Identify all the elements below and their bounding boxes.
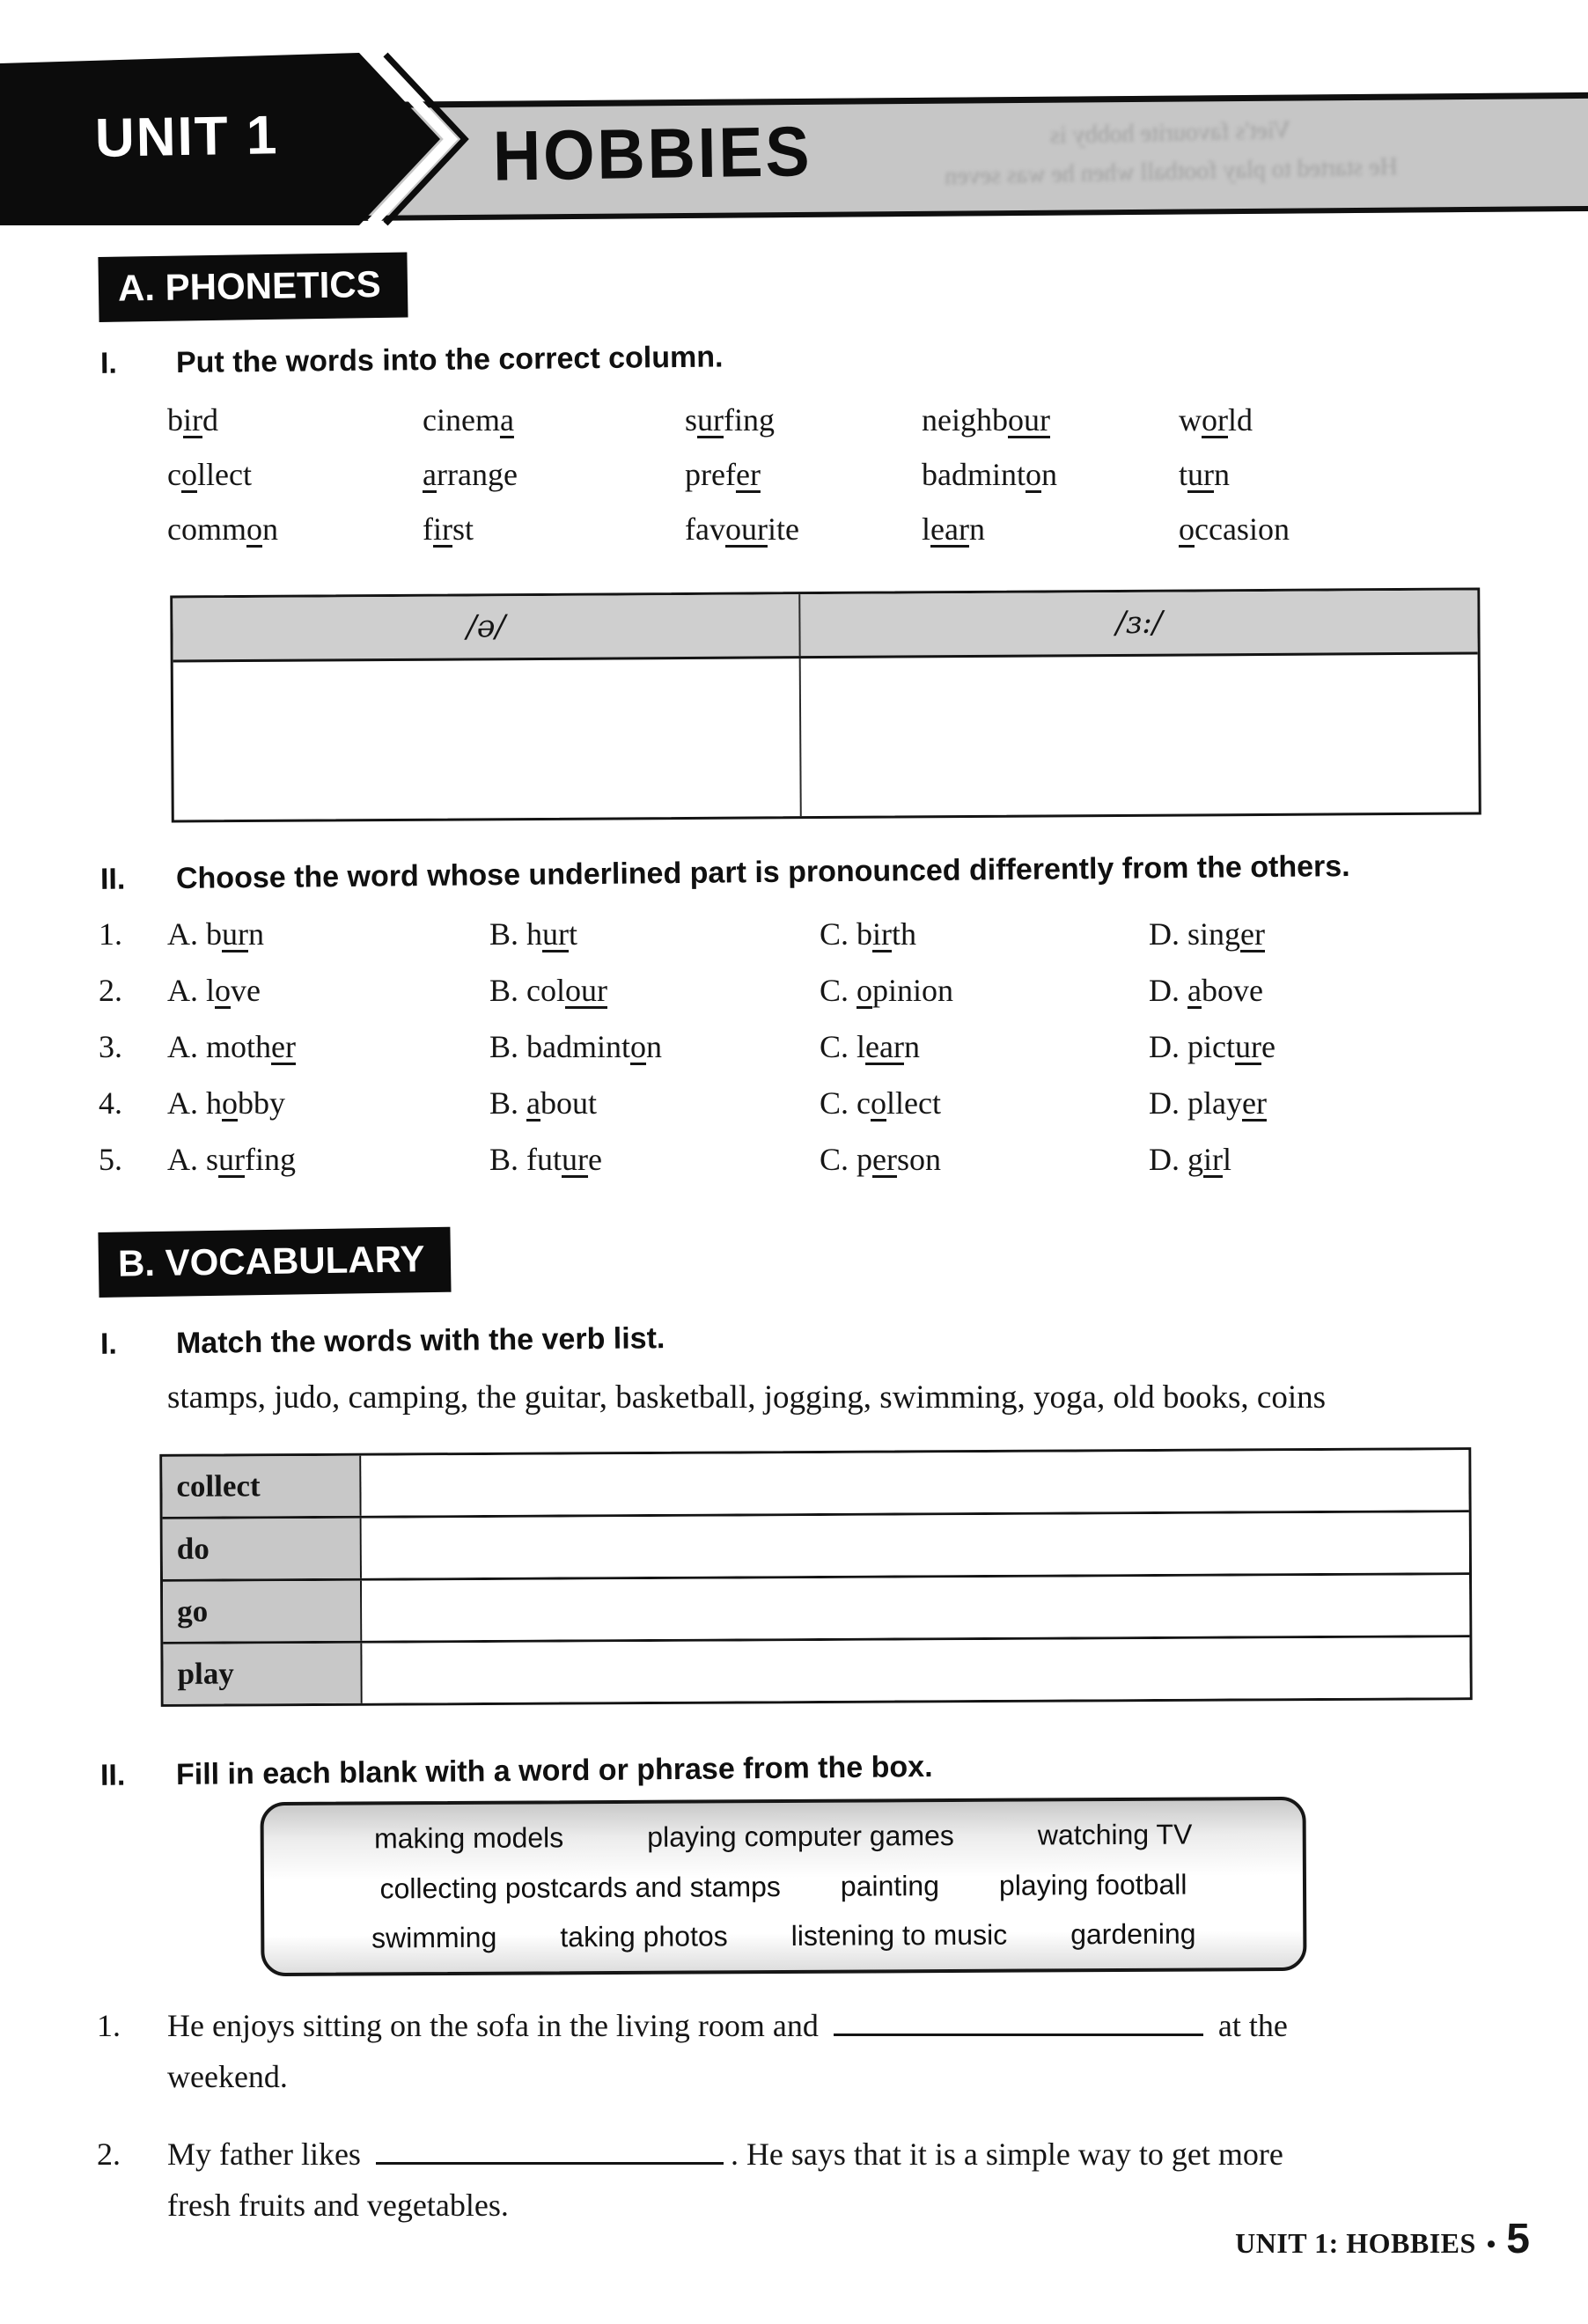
underlined-part: ir <box>872 916 893 952</box>
footer-bullet: • <box>1486 2230 1496 2259</box>
phonetic-word: surfing <box>685 402 776 438</box>
underlined-part: er <box>271 1029 296 1064</box>
phonetic-word: prefer <box>685 457 761 492</box>
sentence-text: He enjoys sitting on the sofa in the living room and at the weekend. <box>167 2000 1535 2102</box>
underlined-part: a <box>499 402 514 438</box>
answer-cell-schwa <box>173 658 800 820</box>
verb-table-row <box>163 1635 1469 1704</box>
sentence-text: My father likes . He says that it is a simple way to get more fresh fruits and vegetables. <box>167 2129 1535 2231</box>
option-letter: D. <box>1149 1085 1187 1121</box>
underlined-part: ear <box>930 511 969 547</box>
phrase-item: painting <box>840 1869 940 1902</box>
exercise-heading-phonetics-2 <box>92 849 1350 897</box>
choice-option: D. singer <box>1149 916 1265 952</box>
underlined-part: a <box>526 1085 540 1121</box>
option-letter: D. <box>1149 1142 1187 1177</box>
phrase-word-box <box>260 1797 1306 1976</box>
phonetic-word: occasion <box>1179 511 1290 547</box>
option-letter: D. <box>1149 1029 1187 1064</box>
underlined-part: ir <box>183 402 202 438</box>
verb-match-table <box>159 1447 1472 1707</box>
table-body-row <box>173 654 1479 820</box>
fill-in-sentence <box>92 2000 1535 2102</box>
choice-option: B. future <box>489 1142 602 1177</box>
fill-in-sentences <box>92 2000 1535 2231</box>
phrase-row <box>264 1917 1303 1955</box>
exercise-number: I. <box>99 1327 118 1361</box>
choice-option: B. badminton <box>489 1029 662 1064</box>
phonetic-word: badminton <box>922 457 1057 492</box>
underlined-part: a <box>1187 973 1202 1008</box>
underlined-part: er <box>1240 916 1265 952</box>
phonetic-word: neighbour <box>922 402 1050 438</box>
underlined-part: a <box>423 457 437 492</box>
phonetic-word: first <box>423 511 474 547</box>
row-number: 1. <box>99 916 122 952</box>
phrase-item: swimming <box>371 1921 497 1954</box>
verb-label-cell: go <box>163 1581 362 1642</box>
option-letter: A. <box>167 1142 206 1177</box>
phonetic-word: turn <box>1179 457 1231 492</box>
phonetic-word: learn <box>922 511 985 547</box>
exercise-heading-vocab-2 <box>92 1750 933 1793</box>
option-letter: B. <box>489 973 527 1008</box>
phonetic-word-grid <box>167 403 1488 546</box>
underlined-part: ur <box>1187 457 1215 492</box>
option-letter: C. <box>820 916 857 952</box>
option-letter: A. <box>167 916 206 952</box>
verb-label-cell: collect <box>162 1456 361 1517</box>
verb-table-row <box>163 1572 1469 1642</box>
phonetic-word: common <box>167 511 278 547</box>
underlined-part: our <box>565 973 607 1008</box>
underlined-part: ur <box>218 1142 246 1177</box>
choice-option: B. hurt <box>489 916 578 952</box>
choice-row <box>92 974 1518 1008</box>
verb-answer-cell <box>362 1512 1469 1578</box>
phrase-row <box>264 1867 1303 1905</box>
sentence-number: 1. <box>97 2008 121 2043</box>
section-label-vocabulary: B. VOCABULARY <box>98 1227 452 1298</box>
column-header-er-sound: /ɜ:/ <box>799 590 1478 656</box>
underlined-part: o <box>630 1029 646 1064</box>
phrase-item: playing computer games <box>647 1819 954 1853</box>
underlined-part: o <box>215 973 232 1008</box>
table-header-row <box>173 590 1477 662</box>
underlined-part: o <box>871 1085 886 1121</box>
underlined-part: ur <box>222 916 248 952</box>
underlined-part: o <box>1025 457 1041 492</box>
choice-option: A. burn <box>167 916 264 952</box>
page-footer <box>1235 2215 1530 2263</box>
phrase-item: watching TV <box>1037 1818 1193 1851</box>
option-letter: B. <box>489 916 527 952</box>
verb-label-cell: play <box>163 1644 362 1704</box>
row-number: 4. <box>99 1085 122 1121</box>
sentence-number: 2. <box>97 2136 121 2172</box>
phonetics-sorting-table <box>170 587 1481 822</box>
phonetic-word: bird <box>167 402 218 438</box>
option-letter: B. <box>489 1085 527 1121</box>
option-letter: A. <box>167 973 206 1008</box>
footer-unit-label: UNIT 1: HOBBIES <box>1235 2227 1476 2259</box>
blank-line <box>376 2132 724 2165</box>
phrase-item: listening to music <box>790 1918 1008 1953</box>
underlined-part: er <box>1241 1085 1267 1121</box>
exercise-title: Put the words into the correct column. <box>175 340 724 379</box>
answer-cell-er-sound <box>799 654 1479 816</box>
phrase-item: taking photos <box>560 1920 728 1953</box>
bleed-line: He started to play football when he was seven <box>944 153 1399 191</box>
verb-answer-cell <box>362 1575 1469 1641</box>
underlined-part: er <box>872 1142 897 1177</box>
underlined-part: ur <box>697 402 724 438</box>
word-bank: stamps, judo, camping, the guitar, basketball, jogging, swimming, yoga, old books, coins <box>167 1379 1326 1416</box>
underlined-part: o <box>246 511 262 547</box>
choice-option: D. player <box>1149 1085 1267 1121</box>
exercise-heading-phonetics-1 <box>92 340 724 381</box>
exercise-title: Match the words with the verb list. <box>175 1321 665 1360</box>
underlined-part: er <box>735 457 761 492</box>
verb-answer-cell <box>362 1637 1469 1703</box>
phonetic-word: collect <box>167 457 252 492</box>
choice-option: B. colour <box>489 973 607 1008</box>
exercise-heading-vocab-1 <box>92 1321 665 1362</box>
option-letter: B. <box>489 1029 527 1064</box>
underlined-part: ur <box>1234 1029 1261 1064</box>
choice-option: D. above <box>1149 973 1263 1008</box>
exercise-number: I. <box>99 346 118 380</box>
verb-label-cell: do <box>163 1519 362 1579</box>
exercise-number: II. <box>99 862 126 896</box>
underlined-part: our <box>1007 402 1050 438</box>
choice-row <box>92 1030 1518 1064</box>
phrase-item: collecting postcards and stamps <box>379 1870 781 1904</box>
choice-option: D. picture <box>1149 1029 1276 1064</box>
underlined-part: ur <box>562 1142 589 1177</box>
exercise-number: II. <box>99 1758 126 1792</box>
underlined-part: ear <box>865 1029 904 1064</box>
bleed-line: Viet's favourite hobby is <box>1049 116 1291 150</box>
page-title: HOBBIES <box>492 112 812 195</box>
underlined-part: or <box>1202 402 1228 438</box>
choice-row <box>92 1143 1518 1177</box>
choice-option: D. girl <box>1149 1142 1232 1177</box>
underlined-part: o <box>1179 511 1195 547</box>
exercise-title: Choose the word whose underlined part is pronounced differently from the others. <box>175 849 1350 895</box>
phrase-item: gardening <box>1070 1917 1196 1951</box>
unit-label: UNIT 1 <box>94 105 279 169</box>
choice-option: B. about <box>489 1085 598 1121</box>
row-number: 3. <box>99 1029 122 1064</box>
choice-row <box>92 917 1518 952</box>
underlined-part: ir <box>1203 1142 1223 1177</box>
section-label-phonetics: A. PHONETICS <box>98 252 408 321</box>
page-number: 5 <box>1506 2216 1530 2262</box>
underlined-part: ir <box>433 511 452 547</box>
verb-table-row <box>163 1510 1469 1579</box>
blank-line <box>834 2004 1203 2036</box>
phonetic-word: world <box>1179 402 1253 438</box>
exercise-title: Fill in each blank with a word or phrase from the box. <box>175 1749 933 1791</box>
phrase-item: playing football <box>998 1868 1187 1901</box>
row-number: 5. <box>99 1142 122 1177</box>
option-letter: C. <box>820 1029 857 1064</box>
choice-option: C. learn <box>820 1029 920 1064</box>
phonetic-word: favourite <box>685 511 799 547</box>
option-letter: A. <box>167 1029 206 1064</box>
underlined-part: ur <box>542 916 570 952</box>
underlined-part: o <box>222 1085 238 1121</box>
verb-answer-cell <box>361 1450 1468 1516</box>
bleed-text <box>835 107 1506 199</box>
option-letter: C. <box>820 973 857 1008</box>
underlined-part: our <box>724 511 768 547</box>
choice-option: C. collect <box>820 1085 941 1121</box>
choice-option: C. birth <box>820 916 917 952</box>
choice-row <box>92 1086 1518 1121</box>
option-letter: A. <box>167 1085 206 1121</box>
choice-option: A. hobby <box>167 1085 285 1121</box>
choice-option: C. opinion <box>820 973 954 1008</box>
option-letter: C. <box>820 1085 857 1121</box>
choice-rows <box>92 917 1518 1177</box>
choice-option: A. mother <box>167 1029 296 1064</box>
underlined-part: o <box>856 973 873 1008</box>
option-letter: D. <box>1149 916 1187 952</box>
option-letter: B. <box>489 1142 527 1177</box>
phonetic-word: arrange <box>423 457 518 492</box>
phrase-item: making models <box>373 1821 564 1855</box>
verb-table-row <box>162 1450 1468 1517</box>
row-number: 2. <box>99 973 122 1008</box>
option-letter: C. <box>820 1142 857 1177</box>
choice-option: A. love <box>167 973 261 1008</box>
column-header-schwa: /ə/ <box>466 609 506 645</box>
choice-option: A. surfing <box>167 1142 297 1177</box>
underlined-part: o <box>180 457 197 492</box>
phonetic-word: cinema <box>423 402 514 438</box>
option-letter: D. <box>1149 973 1187 1008</box>
choice-option: C. person <box>820 1142 941 1177</box>
phrase-row <box>264 1818 1303 1856</box>
